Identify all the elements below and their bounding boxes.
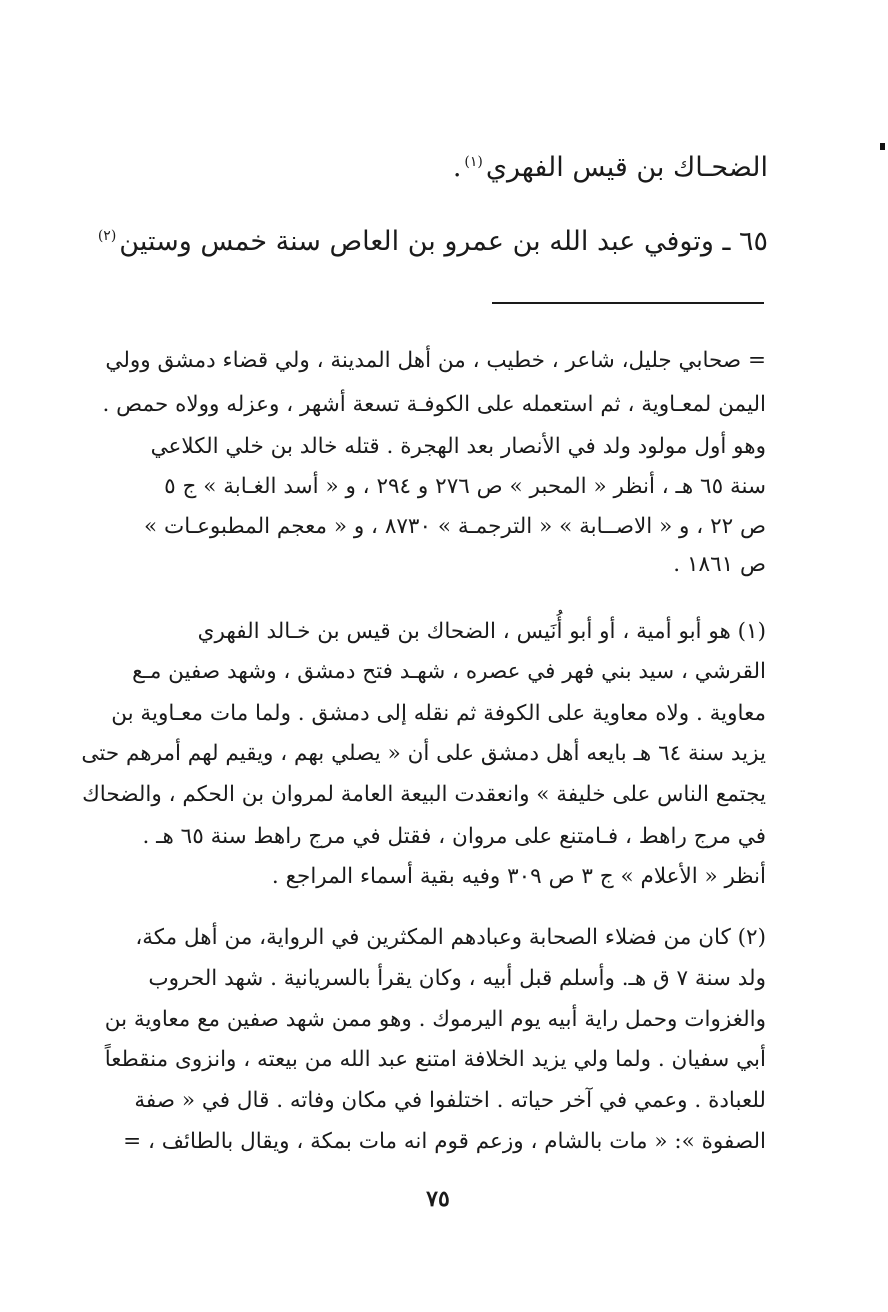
main-text-line-1-content: الضحـاك بن قيس الفهري <box>485 152 768 183</box>
footnote-1-line: في مرج راهط ، فـامتنع على مروان ، فقتل في مرج راهط سنة ٦٥ هـ . <box>142 824 766 849</box>
footnote-1-line: القرشي ، سيد بني فهر في عصره ، شهـد فتح دمشق ، وشهد صفين مـع <box>132 659 766 684</box>
footnote-1-line: أنظر « الأعلام » ج ٣ ص ٣٠٩ وفيه بقية أسماء المراجع . <box>271 864 766 889</box>
footnote-continued-line: وهو أول مولود ولد في الأنصار بعد الهجرة . قتله خالد بن خلي الكلاعي <box>150 434 766 459</box>
footnote-continued-line: ص ٢٢ ، و « الاصــابة » « الترجمـة » ٨٧٣٠ ، و « معجم المطبوعـات » <box>144 514 766 539</box>
footnote-continued-line: ص ١٨٦١ . <box>673 552 766 577</box>
footnote-1-line: يجتمع الناس على خليفة » وانعقدت البيعة العامة لمروان بن الحكم ، والضحاك <box>82 782 766 807</box>
footnote-continued-line: اليمن لمعـاوية ، ثم استعمله على الكوفـة تسعة أشهر ، وعزله وولاه حمص . <box>102 392 766 417</box>
main-text-line-1-end: . <box>452 152 462 183</box>
footnote-2-line: (٢) كان من فضلاء الصحابة وعبادهم المكثرين في الرواية، من أهل مكة، <box>135 925 766 950</box>
footnote-2-line: أبي سفيان . ولما ولي يزيد الخلافة امتنع عبد الله من بيعته ، وانزوى منقطعاً <box>104 1047 766 1072</box>
page-number: ٧٥ <box>426 1186 450 1212</box>
footnote-2-line: الصفوة »: « مات بالشام ، وزعم قوم انه مات بمكة ، ويقال بالطائف ، = <box>123 1129 766 1154</box>
footnote-ref-1[interactable]: (١) <box>464 154 483 170</box>
footnote-2-line: للعبادة . وعمي في آخر حياته . اختلفوا في مكان وفاته . قال في « صفة <box>134 1088 766 1113</box>
footnote-2-line: ولد سنة ٧ ق هـ. وأسلم قبل أبيه ، وكان يقرأ بالسريانية . شهد الحروب <box>148 966 766 991</box>
footnote-1-line: (١) هو أبو أمية ، أو أبو أُنَيس ، الضحاك بن قيس بن خـالد الفهري <box>197 619 766 644</box>
footnote-2-line: والغزوات وحمل راية أبيه يوم اليرموك . وهو ممن شهد صفين مع معاوية بن <box>104 1007 766 1032</box>
footnote-1-line: يزيد سنة ٦٤ هـ بايعه أهل دمشق على أن « يصلي بهم ، ويقيم لهم أمرهم حتى <box>81 741 766 766</box>
main-text-line-2 <box>97 216 768 257</box>
main-text-line-1 <box>108 142 768 182</box>
footnote-separator <box>492 302 764 304</box>
footnote-1-line: معاوية . ولاه معاوية على الكوفة ثم نقله إلى دمشق . ولما مات معـاوية بن <box>111 701 766 726</box>
footnote-continued-line: = صحابي جليل، شاعر ، خطيب ، من أهل المدينة ، ولي قضاء دمشق وولي <box>105 348 766 373</box>
main-text-line-2-content: ٦٥ ـ وتوفي عبد الله بن عمرو بن العاص سنة خمس وستين <box>119 226 768 257</box>
footnote-continued-line: سنة ٦٥ هـ ، أنظر « المحبر » ص ٢٧٦ و ٢٩٤ ، و « أسد الغـابة » ج ٥ <box>164 474 766 499</box>
footnote-ref-2[interactable]: (٢) <box>97 228 117 244</box>
margin-mark <box>880 143 885 150</box>
